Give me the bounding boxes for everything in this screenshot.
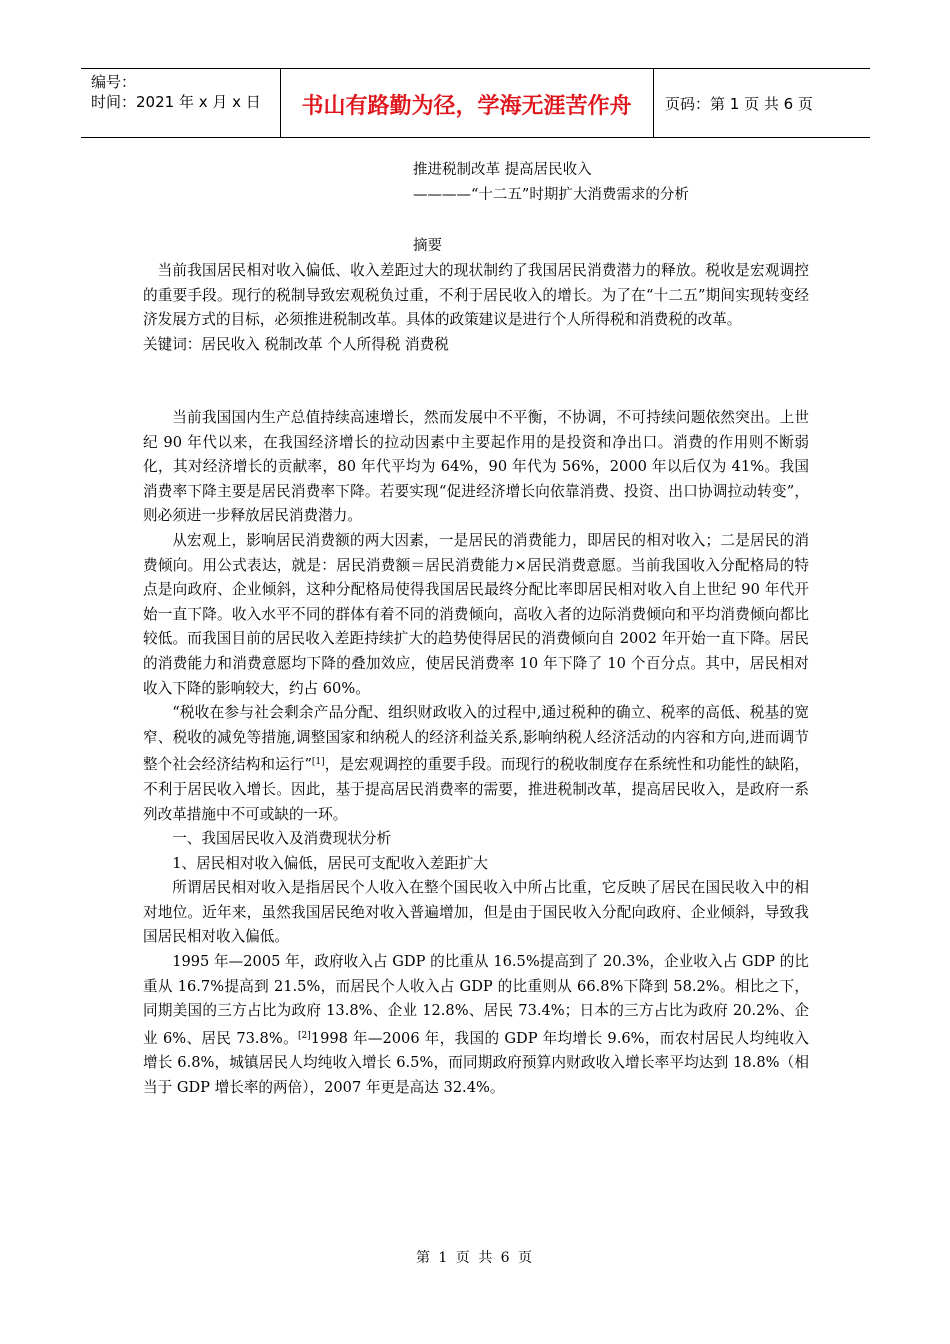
paragraph-continuation: 1998 年—2006 年，我国的 GDP 年均增长 9.6%，而农村居民人均纯收入增长 6.8%，城镇居民人均纯收入增长 6.5%，而同期政府预算内财政收入增长率平均达到 18.8%（相当于 GDP 增长率的两倍），2007 年更是高达 32.4%。: [143, 1029, 809, 1097]
doc-subtitle: ————“十二五”时期扩大消费需求的分析: [413, 187, 689, 203]
document-date-label: 时间：2021 年 x 月 x 日: [91, 93, 261, 111]
paragraph: 所谓居民相对收入是指居民个人收入在整个国民收入中所占比重，它反映了居民在国民收入中的相对地位。近年来，虽然我国居民绝对收入普遍增加，但是由于国民收入分配向政府、企业倾斜，导致我国居民相对收入偏低。: [143, 879, 809, 946]
keywords-line: 关键词：居民收入 税制改革 个人所得税 消费税: [143, 335, 449, 353]
paragraph: [143, 701, 809, 827]
paragraph: [143, 950, 809, 1101]
citation-ref: [1]: [311, 757, 325, 768]
main-body: [143, 406, 809, 1101]
header-meta-cell: [81, 69, 281, 137]
citation-ref: [2]: [298, 1030, 311, 1041]
page-header: [81, 68, 870, 138]
paragraph-continuation: ，是宏观调控的重要手段。而现行的税收制度存在系统性和功能性的缺陷，不利于居民收入增长。因此，基于提高居民消费率的需要，推进税制改革，提高居民收入，是政府一系列改革措施中不可或缺的一环。: [143, 756, 809, 823]
abstract-heading: 摘要: [413, 238, 442, 254]
header-motto-cell: [280, 69, 654, 137]
paragraph-text: 1995 年—2005 年，政府收入占 GDP 的比重从 16.5%提高到了 20.3%，企业收入占 GDP 的比重从 16.7%提高到 21.5%，而居民个人收入占 GDP 的比重则从 66.8%下降到 58.2%。相比之下，同期美国的三方占比为政府 13.8%、企业 12.8%、居民 73.4%；日本的三方占比为政府 20.2%、企业 6%、居民 73.8%。: [143, 953, 809, 1047]
abstract-section: [143, 259, 809, 357]
subsection-heading: 1、居民相对收入偏低，居民可支配收入差距扩大: [172, 854, 488, 872]
document-number-label: 编号：: [91, 73, 137, 91]
section-heading: 一、我国居民收入及消费现状分析: [172, 830, 392, 848]
header-motto: 书山有路勤为径，学海无涯苦作舟: [301, 94, 632, 119]
abstract-text: 当前我国居民相对收入偏低、收入差距过大的现状制约了我国居民消费潜力的释放。税收是宏观调控的重要手段。现行的税制导致宏观税负过重，不利于居民收入的增长。为了在“十二五”期间实现转变经济发展方式的目标，必须推进税制改革。具体的政策建议是进行个人所得税和消费税的改革。: [143, 262, 809, 329]
quote-text: “税收在参与社会剩余产品分配、组织财政收入的过程中,通过税种的确立、税率的高低、税基的宽窄、税收的减免等措施,调整国家和纳税人的经济利益关系,影响纳税人经济活动的内容和方向,进而调节整个社会经济结构和运行”: [143, 704, 809, 774]
paragraph: 从宏观上，影响居民消费额的两大因素，一是居民的消费能力，即居民的相对收入；二是居民的消费倾向。用公式表达，就是：居民消费额＝居民消费能力×居民消费意愿。当前我国收入分配格局的特点是向政府、企业倾斜，这种分配格局使得我国居民最终分配比率即居民相对收入自上世纪 90 年代开始一直下降。收入水平不同的群体有着不同的消费倾向，高收入者的边际消费倾向和平均消费倾向都比较低。而我国目前的居民收入差距持续扩大的趋势使得居民的消费倾向自 2002 年开始一直下降。居民的消费能力和消费意愿均下降的叠加效应，使居民消费率 10 年下降了 10 个百分点。其中，居民相对收入下降的影响较大，约占 60%。: [143, 531, 809, 697]
paragraph: 当前我国国内生产总值持续高速增长，然而发展中不平衡，不协调，不可持续问题依然突出。上世纪 90 年代以来，在我国经济增长的拉动因素中主要起作用的是投资和净出口。消费的作用则不断弱化，其对经济增长的贡献率，80 年代平均为 64%，90 年代为 56%，2000 年以后仅为 41%。我国消费率下降主要是居民消费率下降。若要实现“促进经济增长向依靠消费、投资、出口协调拉动转变”，则必须进一步释放居民消费潜力。: [143, 409, 809, 525]
header-page-cell: [653, 69, 870, 137]
page-footer: 第 1 页 共 6 页: [415, 1250, 535, 1266]
header-page-number: 页码：第 1 页 共 6 页: [665, 95, 813, 113]
doc-title: 推进税制改革 提高居民收入: [413, 162, 592, 178]
